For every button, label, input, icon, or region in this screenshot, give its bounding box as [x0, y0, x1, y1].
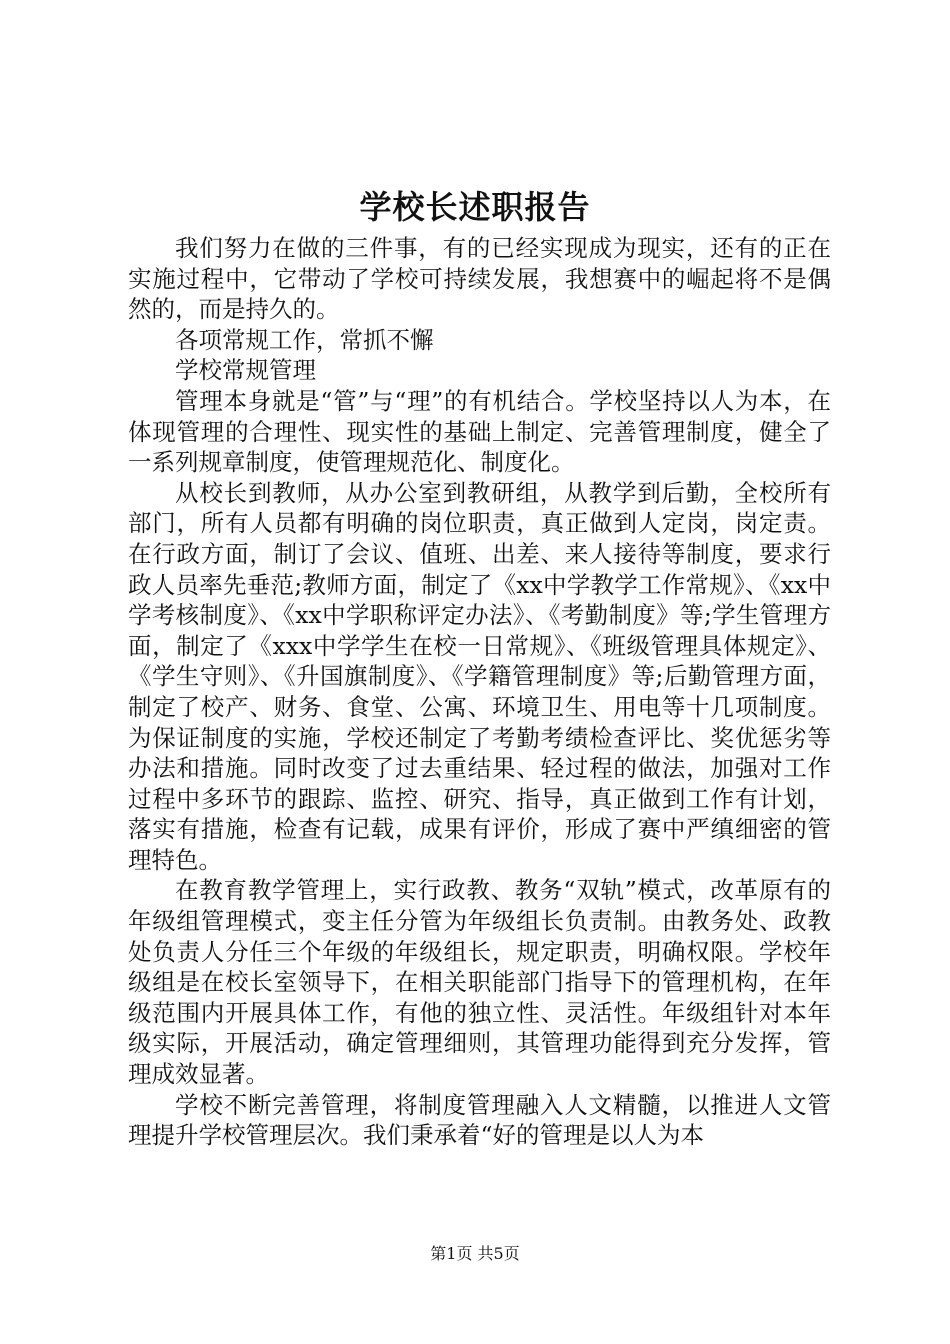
paragraph-humanistic-management: 学校不断完善管理，将制度管理融入人文精髓，以推进人文管理提升学校管理层次。我们秉承着“好的管理是以人为本 — [128, 1090, 831, 1150]
paragraph-intro: 我们努力在做的三件事，有的已经实现成为现实，还有的正在实施过程中，它带动了学校可持续发展，我想赛中的崛起将不是偶然的，而是持久的。 — [128, 234, 831, 324]
paragraph-teaching-management: 在教育教学管理上，实行政教、教务“双轨”模式，改革原有的年级组管理模式，变主任分管为年级组长负责制。由教务处、政教处负责人分任三个年级的年级组长，规定职责，明确权限。学校年级组是在校长室领导下，在相关职能部门指导下的管理机构，在年级范围内开展具体工作，有他的独立性、灵活性。年级组针对本年级实际，开展活动，确定管理细则，其管理功能得到充分发挥，管理成效显著。 — [128, 876, 831, 1089]
section-heading-routine-work: 各项常规工作，常抓不懈 — [175, 325, 434, 354]
page-footer: 第1页 共5页 — [430, 1244, 520, 1263]
document-body — [128, 233, 831, 1151]
paragraph-rules-and-systems: 从校长到教师，从办公室到教研组，从教学到后勤，全校所有部门，所有人员都有明确的岗位职责，真正做到人定岗，岗定责。在行政方面，制订了会议、值班、出差、来人接待等制度，要求行政人员率先垂范;教师方面，制定了《xx中学教学工作常规》、《xx中学考核制度》、《xx中学职称评定办法》、《考勤制度》等;学生管理方面，制定了《xxx中学学生在校一日常规》、《班级管理具体规定》、《学生守则》、《升国旗制度》、《学籍管理制度》等;后勤管理方面，制定了校产、财务、食堂、公寓、环境卫生、用电等十几项制度。为保证制度的实施，学校还制定了考勤考绩检查评比、奖优惩劣等办法和措施。同时改变了过去重结果、轻过程的做法，加强对工作过程中多环节的跟踪、监控、研究、指导，真正做到工作有计划，落实有措施，检查有记载，成果有评价，形成了赛中严缜细密的管理特色。 — [128, 478, 831, 874]
paragraph-management-concept: 管理本身就是“管”与“理”的有机结合。学校坚持以人为本，在体现管理的合理性、现实性的基础上制定、完善管理制度，健全了一系列规章制度，使管理规范化、制度化。 — [128, 386, 831, 477]
section-heading-school-management: 学校常规管理 — [175, 356, 316, 385]
document-title: 学校长述职报告 — [359, 188, 591, 226]
